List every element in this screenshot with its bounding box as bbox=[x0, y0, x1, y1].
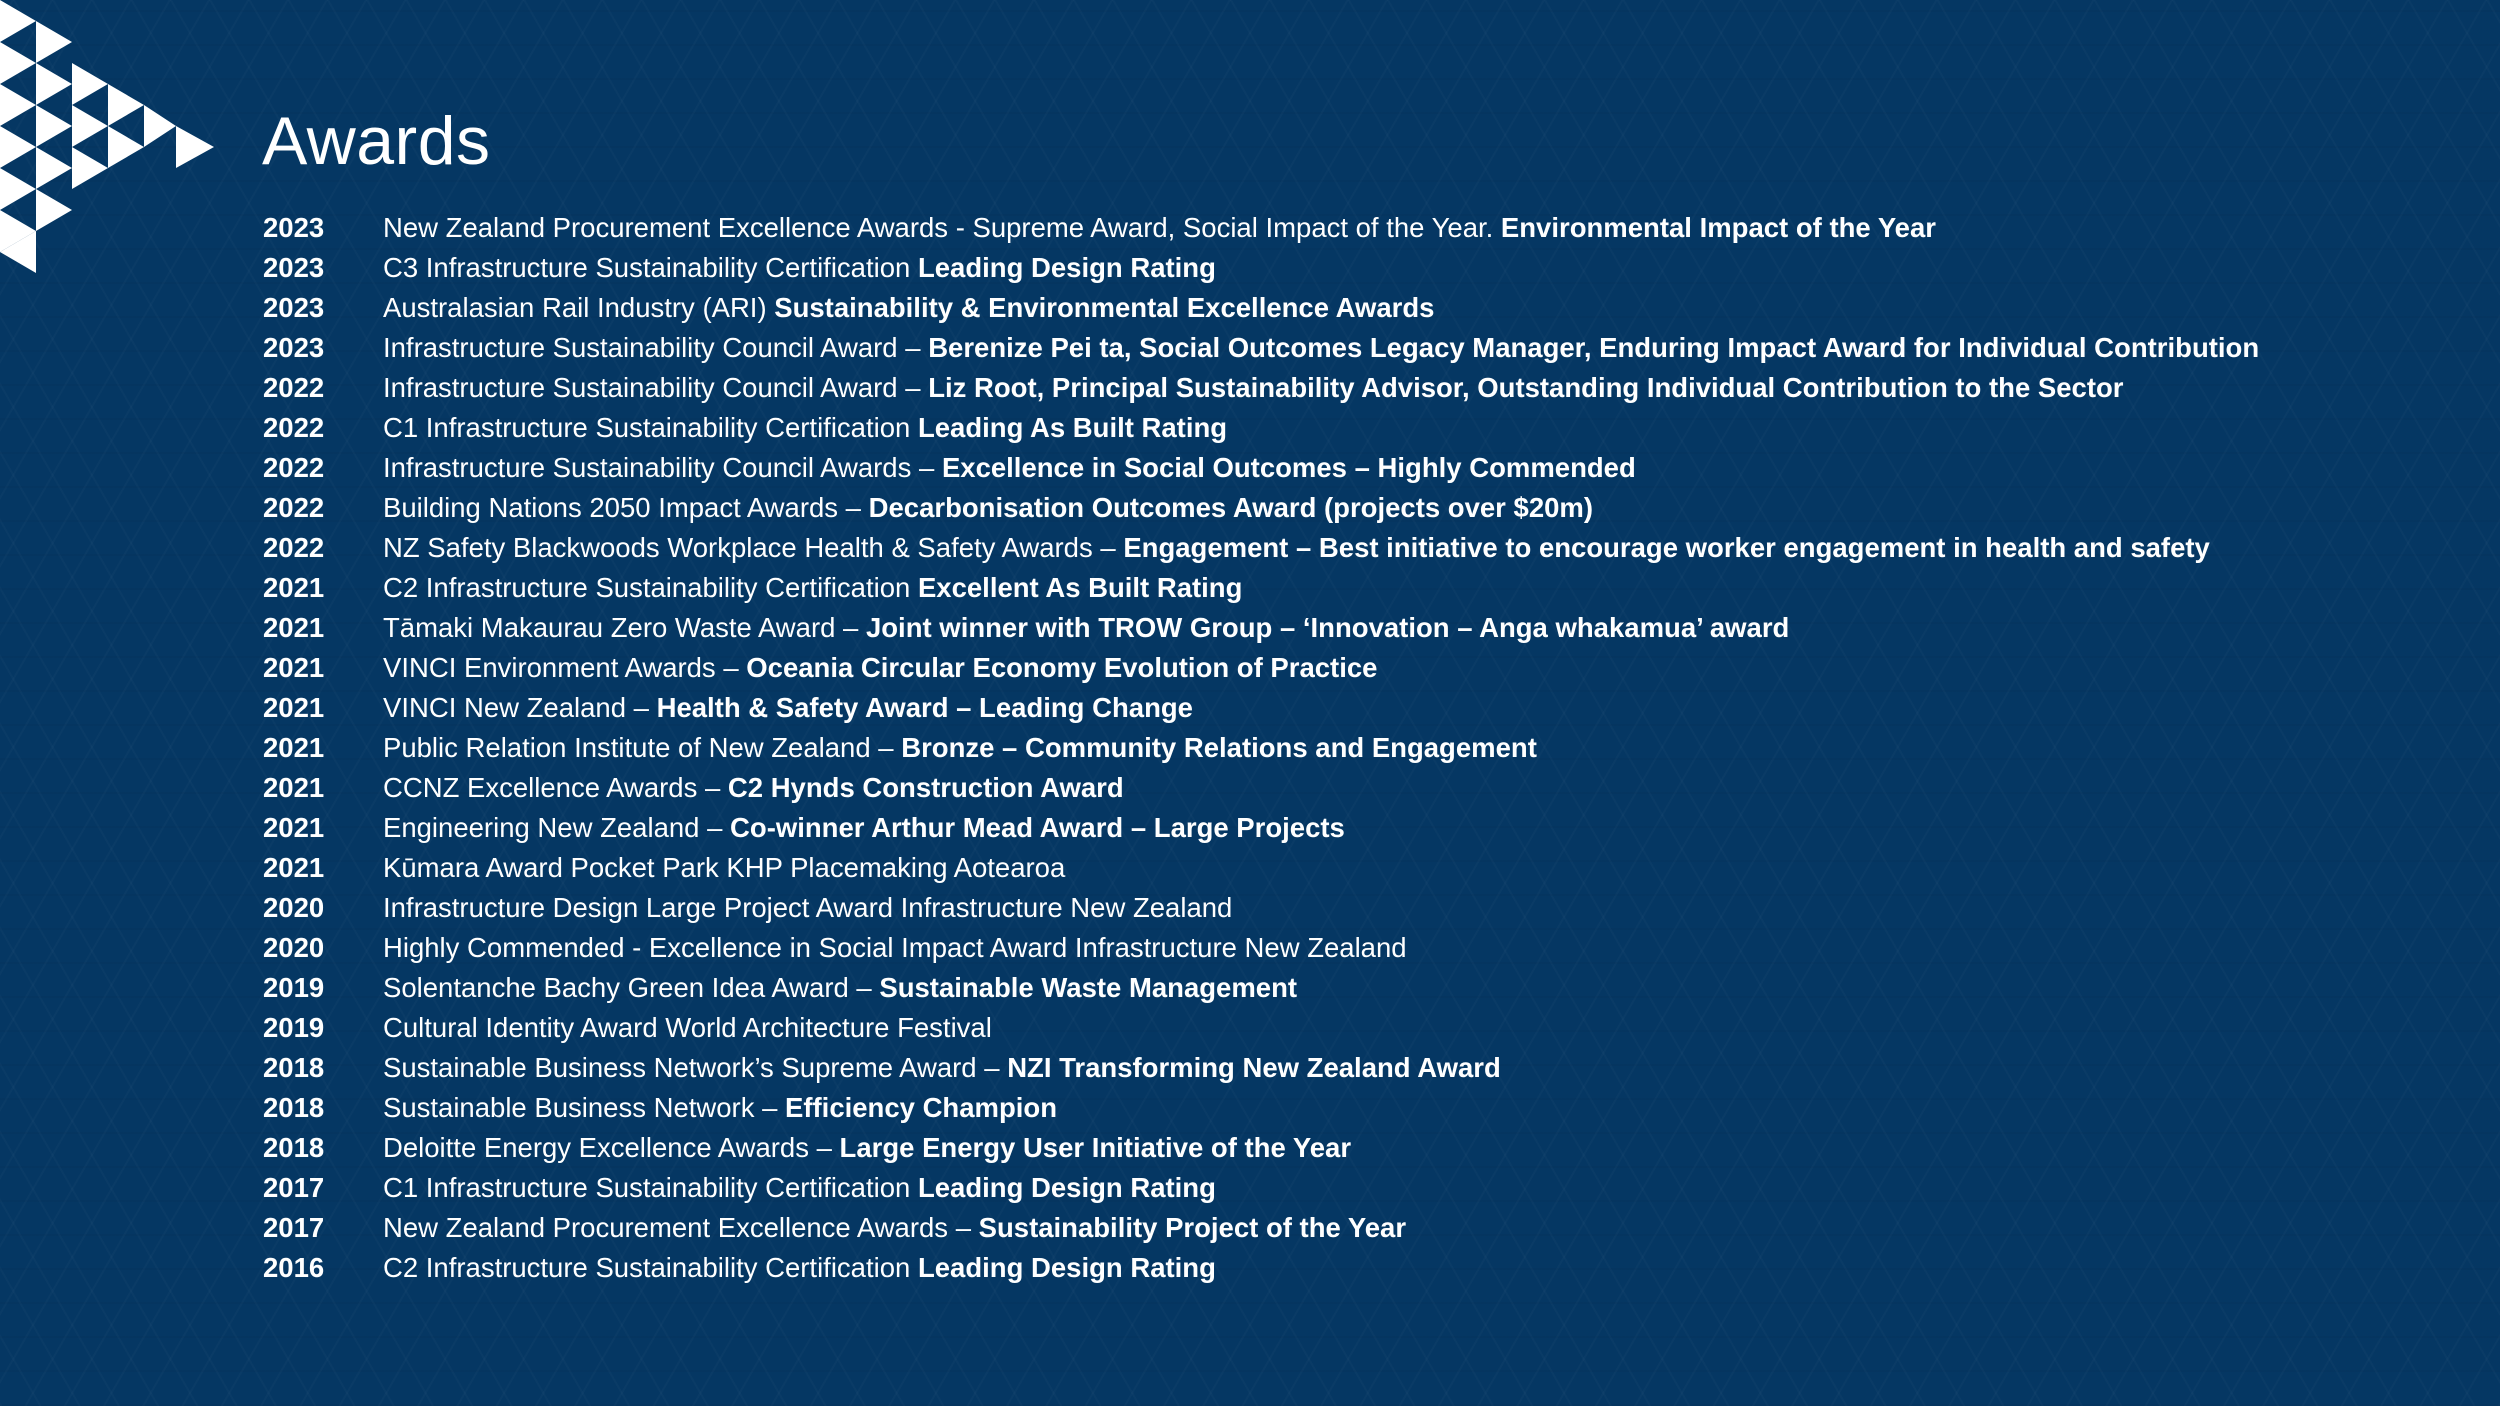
award-year: 2022 bbox=[263, 532, 325, 563]
award-description bbox=[383, 608, 1789, 648]
page-title: Awards bbox=[262, 103, 491, 179]
award-row bbox=[263, 888, 2463, 928]
award-description-regular: Infrastructure Design Large Project Award Infrastructure New Zealand bbox=[383, 892, 1233, 923]
award-description-bold: Liz Root, Principal Sustainability Advisor, Outstanding Individual Contribution to the Sector bbox=[928, 372, 2124, 403]
award-description-bold: Oceania Circular Economy Evolution of Practice bbox=[746, 652, 1378, 683]
award-description-bold: Health & Safety Award – Leading Change bbox=[656, 692, 1193, 723]
award-year: 2021 bbox=[263, 652, 325, 683]
award-description-regular: Infrastructure Sustainability Council Awards – bbox=[383, 452, 942, 483]
award-description bbox=[383, 328, 2259, 368]
award-row bbox=[263, 1048, 2463, 1088]
award-row bbox=[263, 608, 2463, 648]
award-year: 2017 bbox=[263, 1212, 325, 1243]
logo-triangle bbox=[108, 84, 144, 126]
logo-triangle bbox=[0, 42, 36, 84]
award-description-bold: NZI Transforming New Zealand Award bbox=[1007, 1052, 1501, 1083]
logo-triangle bbox=[36, 105, 72, 147]
logo-triangle bbox=[72, 147, 108, 189]
award-description-regular: C2 Infrastructure Sustainability Certification bbox=[383, 1252, 918, 1283]
award-description bbox=[383, 768, 1124, 808]
award-description-bold: Leading Design Rating bbox=[917, 252, 1216, 283]
award-year: 2021 bbox=[263, 772, 325, 803]
award-year: 2021 bbox=[263, 692, 325, 723]
award-description-regular: C1 Infrastructure Sustainability Certification bbox=[383, 1172, 918, 1203]
award-description-regular: New Zealand Procurement Excellence Awards – bbox=[383, 1212, 979, 1243]
logo-triangle bbox=[144, 105, 176, 147]
award-description-regular: VINCI New Zealand – bbox=[383, 692, 657, 723]
award-row bbox=[263, 488, 2463, 528]
award-description-bold: Large Energy User Initiative of the Year bbox=[839, 1132, 1352, 1163]
awards-list bbox=[263, 208, 2463, 1288]
award-year: 2022 bbox=[263, 452, 325, 483]
logo-triangle bbox=[0, 84, 36, 126]
award-description-bold: Joint winner with TROW Group – ‘Innovation – Anga whakamua’ award bbox=[865, 612, 1790, 643]
award-row bbox=[263, 1128, 2463, 1168]
award-row bbox=[263, 1168, 2463, 1208]
award-description-bold: Excellent As Built Rating bbox=[917, 572, 1243, 603]
award-row bbox=[263, 968, 2463, 1008]
award-year: 2021 bbox=[263, 732, 325, 763]
award-year: 2018 bbox=[263, 1092, 325, 1123]
award-description-bold: Sustainability Project of the Year bbox=[978, 1212, 1407, 1243]
award-description-bold: Berenize Pei ta, Social Outcomes Legacy Manager, Enduring Impact Award for Individual Contribution bbox=[928, 332, 2260, 363]
award-description-bold: Decarbonisation Outcomes Award (projects over $20m) bbox=[868, 492, 1594, 523]
logo-triangle bbox=[36, 21, 72, 63]
award-row bbox=[263, 1008, 2463, 1048]
logo-triangle bbox=[176, 126, 214, 168]
award-description-regular: Kūmara Award Pocket Park KHP Placemaking Aotearoa bbox=[383, 852, 1066, 883]
award-description-regular: Cultural Identity Award World Architecture Festival bbox=[383, 1012, 992, 1043]
award-year: 2023 bbox=[263, 212, 325, 243]
award-description bbox=[383, 688, 1193, 728]
award-description-bold: Efficiency Champion bbox=[785, 1092, 1058, 1123]
award-description bbox=[383, 1168, 1216, 1208]
award-year: 2021 bbox=[263, 572, 325, 603]
award-description-regular: New Zealand Procurement Excellence Awards - Supreme Award, Social Impact of the Year. bbox=[383, 212, 1501, 243]
award-year: 2023 bbox=[263, 252, 325, 283]
award-description-regular: Solentanche Bachy Green Idea Award – bbox=[383, 972, 880, 1003]
logo-triangle bbox=[72, 105, 108, 147]
logo-triangle bbox=[72, 63, 108, 105]
award-description-regular: Infrastructure Sustainability Council Award – bbox=[383, 372, 929, 403]
logo-triangle bbox=[36, 147, 72, 189]
award-description bbox=[383, 208, 1936, 248]
award-description bbox=[383, 488, 1593, 528]
award-description bbox=[383, 448, 1636, 488]
award-description-bold: Bronze – Community Relations and Engagement bbox=[901, 732, 1537, 763]
award-description bbox=[383, 568, 1242, 608]
award-row bbox=[263, 1208, 2463, 1248]
award-year: 2021 bbox=[263, 852, 325, 883]
award-row bbox=[263, 248, 2463, 288]
award-description-regular: Sustainable Business Network – bbox=[383, 1092, 786, 1123]
award-year: 2021 bbox=[263, 812, 325, 843]
award-row bbox=[263, 528, 2463, 568]
award-description-regular: Sustainable Business Network’s Supreme Award – bbox=[383, 1052, 1008, 1083]
award-description-bold: Co-winner Arthur Mead Award – Large Projects bbox=[730, 812, 1345, 843]
award-year: 2016 bbox=[263, 1252, 325, 1283]
award-description-regular: Building Nations 2050 Impact Awards – bbox=[383, 492, 869, 523]
award-description-regular: Public Relation Institute of New Zealand – bbox=[383, 732, 902, 763]
award-year: 2017 bbox=[263, 1172, 325, 1203]
award-description-regular: Engineering New Zealand – bbox=[383, 812, 731, 843]
award-row bbox=[263, 408, 2463, 448]
logo-triangle bbox=[0, 126, 36, 168]
award-description bbox=[383, 888, 1232, 928]
award-row bbox=[263, 648, 2463, 688]
award-year: 2023 bbox=[263, 332, 325, 363]
triangle-pattern-logo bbox=[0, 0, 220, 290]
award-description bbox=[383, 248, 1216, 288]
logo-triangle bbox=[36, 63, 72, 105]
award-description bbox=[383, 728, 1537, 768]
award-row bbox=[263, 568, 2463, 608]
award-year: 2018 bbox=[263, 1052, 325, 1083]
award-description bbox=[383, 368, 2123, 408]
award-description bbox=[383, 968, 1297, 1008]
logo-triangle bbox=[36, 189, 72, 231]
award-description-bold: Excellence in Social Outcomes – Highly Commended bbox=[941, 452, 1636, 483]
award-description-regular: C3 Infrastructure Sustainability Certification bbox=[383, 252, 918, 283]
logo-triangle bbox=[108, 126, 144, 168]
award-description bbox=[383, 648, 1377, 688]
award-description bbox=[383, 1048, 1501, 1088]
award-description-bold: Sustainable Waste Management bbox=[879, 972, 1298, 1003]
award-row bbox=[263, 448, 2463, 488]
award-row bbox=[263, 1248, 2463, 1288]
award-description bbox=[383, 1248, 1216, 1288]
award-description bbox=[383, 1208, 1406, 1248]
award-year: 2019 bbox=[263, 972, 325, 1003]
award-description-bold: Leading As Built Rating bbox=[917, 412, 1228, 443]
award-row bbox=[263, 328, 2463, 368]
award-year: 2021 bbox=[263, 612, 325, 643]
award-row bbox=[263, 728, 2463, 768]
award-description-bold: Sustainability & Environmental Excellence Awards bbox=[774, 292, 1435, 323]
award-year: 2022 bbox=[263, 412, 325, 443]
award-description-regular: VINCI Environment Awards – bbox=[383, 652, 747, 683]
award-description-regular: Deloitte Energy Excellence Awards – bbox=[383, 1132, 840, 1163]
award-description bbox=[383, 928, 1407, 968]
award-year: 2020 bbox=[263, 892, 325, 923]
award-description-regular: C2 Infrastructure Sustainability Certification bbox=[383, 572, 918, 603]
award-row bbox=[263, 368, 2463, 408]
award-description bbox=[383, 528, 2210, 568]
award-description bbox=[383, 288, 1434, 328]
logo-triangle bbox=[0, 0, 36, 42]
award-description-regular: NZ Safety Blackwoods Workplace Health & Safety Awards – bbox=[383, 532, 1124, 563]
award-description-bold: Leading Design Rating bbox=[917, 1252, 1216, 1283]
award-description-bold: Environmental Impact of the Year bbox=[1500, 212, 1936, 243]
award-description-regular: C1 Infrastructure Sustainability Certification bbox=[383, 412, 918, 443]
award-description-regular: CCNZ Excellence Awards – bbox=[383, 772, 728, 803]
award-year: 2020 bbox=[263, 932, 325, 963]
award-year: 2019 bbox=[263, 1012, 325, 1043]
award-description bbox=[383, 1128, 1351, 1168]
award-description bbox=[383, 408, 1227, 448]
award-row bbox=[263, 208, 2463, 248]
award-row bbox=[263, 288, 2463, 328]
award-description-regular: Infrastructure Sustainability Council Award – bbox=[383, 332, 929, 363]
award-year: 2022 bbox=[263, 372, 325, 403]
award-description-bold: Leading Design Rating bbox=[917, 1172, 1216, 1203]
award-description-regular: Tāmaki Makaurau Zero Waste Award – bbox=[383, 612, 866, 643]
award-description-regular: Australasian Rail Industry (ARI) bbox=[383, 292, 775, 323]
award-row bbox=[263, 688, 2463, 728]
award-description-bold: Engagement – Best initiative to encourage worker engagement in health and safety bbox=[1123, 532, 2210, 563]
award-description bbox=[383, 1008, 992, 1048]
award-year: 2023 bbox=[263, 292, 325, 323]
logo-triangle bbox=[0, 168, 36, 210]
award-row bbox=[263, 808, 2463, 848]
award-row bbox=[263, 928, 2463, 968]
award-row bbox=[263, 768, 2463, 808]
award-description-bold: C2 Hynds Construction Award bbox=[727, 772, 1124, 803]
award-description bbox=[383, 1088, 1057, 1128]
award-description bbox=[383, 808, 1345, 848]
award-year: 2018 bbox=[263, 1132, 325, 1163]
award-row bbox=[263, 1088, 2463, 1128]
award-year: 2022 bbox=[263, 492, 325, 523]
award-description bbox=[383, 848, 1065, 888]
award-description-regular: Highly Commended - Excellence in Social Impact Award Infrastructure New Zealand bbox=[383, 932, 1407, 963]
award-row bbox=[263, 848, 2463, 888]
